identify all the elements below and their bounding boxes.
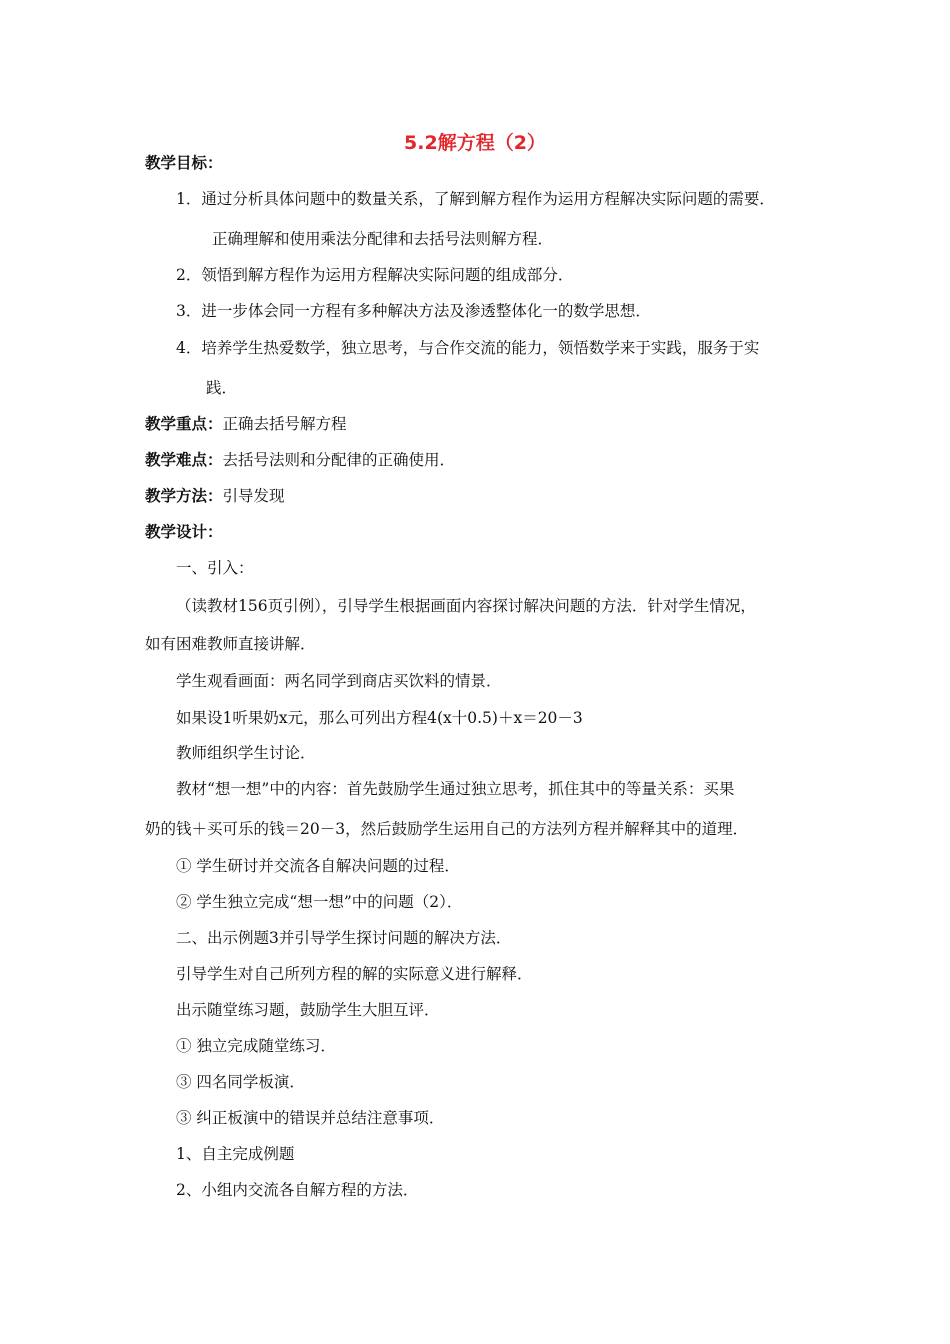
method-text: 引导发现 <box>222 487 285 505</box>
method-label: 教学方法： <box>145 487 223 505</box>
design-line: ② 学生独立完成“想一想”中的问题（2）． <box>176 893 463 911</box>
design-line: 教材“想一想”中的内容：首先鼓励学生通过独立思考，抓住其中的等量关系：买果 <box>176 780 735 798</box>
key-point-label: 教学重点： <box>145 415 223 433</box>
design-line: 引导学生对自己所列方程的解的实际意义进行解释． <box>176 965 533 983</box>
objective-item: 2．领悟到解方程作为运用方程解决实际问题的组成部分． <box>176 266 574 284</box>
design-line: 教师组织学生讨论． <box>176 744 316 762</box>
design-line: 奶的钱＋买可乐的钱＝20－3，然后鼓励学生运用自己的方法列方程并解释其中的道理． <box>145 820 749 838</box>
design-line: 出示随堂练习题，鼓励学生大胆互评． <box>176 1001 440 1019</box>
objectives-heading: 教学目标： <box>145 154 223 172</box>
difficulty-text: 去括号法则和分配律的正确使用． <box>222 451 456 469</box>
page-title: 5.2解方程（2） <box>404 132 546 154</box>
design-heading: 教学设计： <box>145 523 223 541</box>
design-line: 一、引入： <box>176 559 254 577</box>
design-line: 如有困难教师直接讲解． <box>145 635 316 653</box>
design-line: 如果设1听果奶x元，那么可列出方程4(x十0.5)＋x＝20－3 <box>176 709 583 727</box>
key-point-text: 正确去括号解方程 <box>222 415 347 433</box>
design-line: ① 学生研讨并交流各自解决问题的过程． <box>176 857 460 875</box>
design-line: 二、出示例题3并引导学生探讨问题的解决方法． <box>176 929 512 947</box>
key-point <box>145 414 347 434</box>
design-line: 1、自主完成例题 <box>176 1145 295 1163</box>
objective-item: 1．通过分析具体问题中的数量关系，了解到解方程作为运用方程解决实际问题的需要． <box>176 190 775 208</box>
difficulty-label: 教学难点： <box>145 451 223 469</box>
design-line: ③ 四名同学板演． <box>176 1073 305 1091</box>
design-line: （读教材156页引例），引导学生根据画面内容探讨解决问题的方法．针对学生情况， <box>176 597 756 615</box>
design-line: 学生观看画面：两名同学到商店买饮料的情景． <box>176 672 502 690</box>
objective-item: 4．培养学生热爱数学，独立思考，与合作交流的能力，领悟数学来于实践，服务于实 <box>176 339 760 357</box>
objective-item: 正确理解和使用乘法分配律和去括号法则解方程． <box>212 230 554 248</box>
difficulty <box>145 450 455 470</box>
method <box>145 486 285 506</box>
design-line: 2、小组内交流各自解方程的方法． <box>176 1181 419 1199</box>
objective-item: 3．进一步体会同一方程有多种解决方法及渗透整体化一的数学思想． <box>176 302 651 320</box>
design-line: ③ 纠正板演中的错误并总结注意事项． <box>176 1109 445 1127</box>
design-line: ① 独立完成随堂练习． <box>176 1037 336 1055</box>
objective-item: 践． <box>206 379 238 397</box>
